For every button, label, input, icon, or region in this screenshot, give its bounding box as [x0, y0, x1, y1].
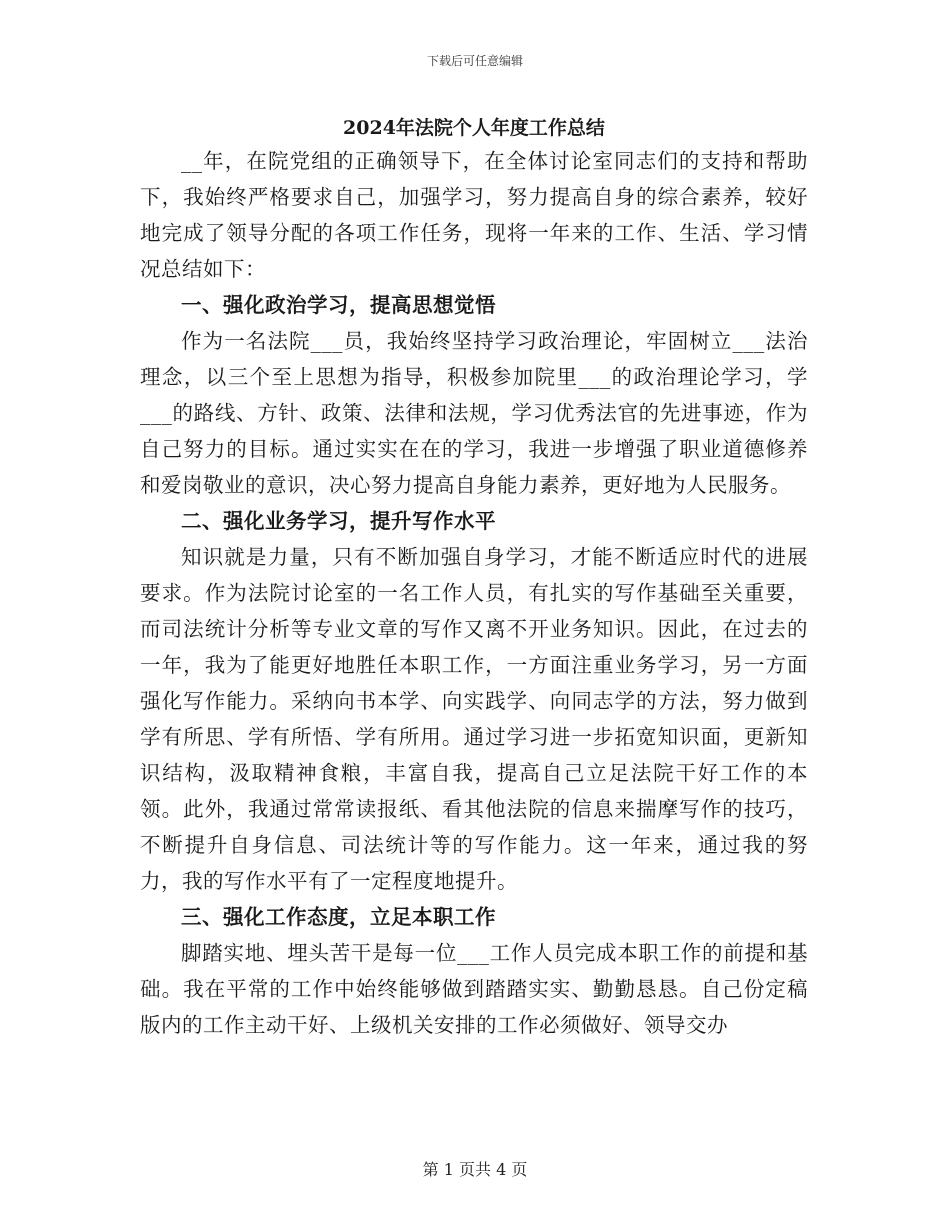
section-heading-2: 二、强化业务学习，提升写作水平 [181, 509, 496, 533]
header-note: 下载后可任意编辑 [426, 54, 523, 68]
section-3-paragraph: 脚踏实地、埋头苦干是每一位___工作人员完成本职工作的前提和基础。我在平常的工作中始终能够做到踏踏实实、勤勤恳恳。自己份定稿版内的工作主动干好、上级机关安排的工作必须做好、领导交办 [140, 941, 808, 1037]
document-body [140, 113, 808, 1043]
page-number: 第 1 页共 4 页 [422, 1160, 528, 1179]
document-title: 2024年法院个人年度工作总结 [343, 117, 605, 139]
section-heading-3: 三、强化工作态度，立足本职工作 [181, 905, 496, 929]
section-1-paragraph: 作为一名法院___员，我始终坚持学习政治理论，牢固树立___法治理念，以三个至上思想为指导，积极参加院里___的政治理论学习，学___的路线、方针、政策、法律和法规，学习优秀法官的先进事迹，作为自己努力的目标。通过实实在在的学习，我进一步增强了职业道德修养和爱岗敬业的意识，决心努力提高自身能力素养，更好地为人民服务。 [140, 329, 808, 497]
section-2-paragraph: 知识就是力量，只有不断加强自身学习，才能不断适应时代的进展要求。作为法院讨论室的一名工作人员，有扎实的写作基础至关重要，而司法统计分析等专业文章的写作又离不开业务知识。因此，在过去的一年，我为了能更好地胜任本职工作，一方面注重业务学习，另一方面强化写作能力。采纳向书本学、向实践学、向同志学的方法，努力做到学有所思、学有所悟、学有所用。通过学习进一步拓宽知识面，更新知识结构，汲取精神食粮，丰富自我，提高自己立足法院干好工作的本领。此外，我通过常常读报纸、看其他法院的信息来揣摩写作的技巧，不断提升自身信息、司法统计等的写作能力。这一年来，通过我的努力，我的写作水平有了一定程度地提升。 [140, 545, 808, 893]
section-heading-1: 一、强化政治学习，提高思想觉悟 [181, 293, 496, 317]
intro-paragraph: __年，在院党组的正确领导下，在全体讨论室同志们的支持和帮助下，我始终严格要求自己，加强学习，努力提高自身的综合素养，较好地完成了领导分配的各项工作任务，现将一年来的工作、生活、学习情况总结如下： [140, 149, 808, 281]
